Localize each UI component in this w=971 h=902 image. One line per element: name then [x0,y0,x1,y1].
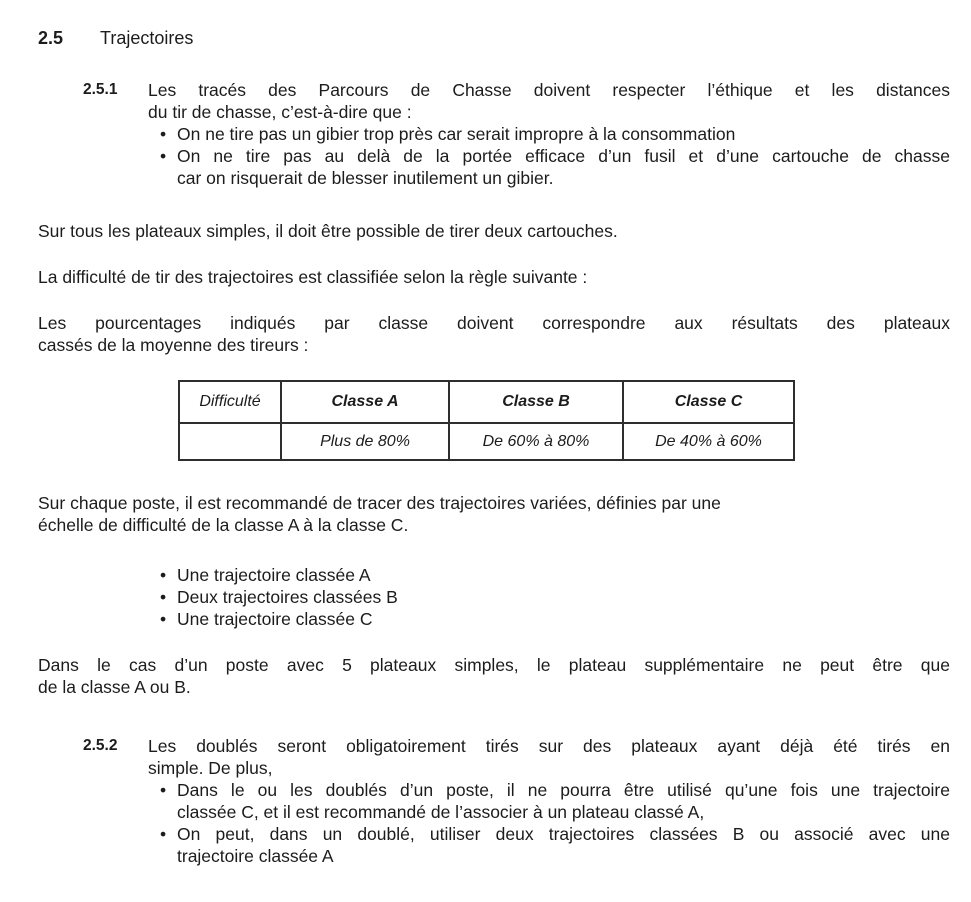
table-header-classe-a: Classe A [281,381,449,423]
paragraph-difficulte [38,266,950,288]
difficulty-table [178,380,795,461]
section-heading [38,27,950,49]
paragraph-line: car on risquerait de blesser inutilement un gibier. [177,168,554,188]
paragraph-line: Dans le ou les doublés d’un poste, il ne pourra être utilisé qu’une fois une trajectoire [177,780,950,800]
table-header-classe-c: Classe C [623,381,794,423]
bullet-icon: • [160,146,167,166]
table-cell-empty [179,423,281,460]
subsection-2-5-2 [38,735,950,867]
list-item [148,145,950,189]
paragraph-line: échelle de difficulté de la classe A à la classe C. [38,515,409,535]
bullet-icon: • [160,587,167,607]
paragraph-line: classée C, et il est recommandé de l’associer à un plateau classé A, [177,802,705,822]
subsection-body [148,79,950,189]
paragraph-cas [38,654,950,698]
bullet-text: Une trajectoire classée C [177,609,373,629]
paragraph-line: Sur chaque poste, il est recommandé de tracer des trajectoires variées, définies par une [38,493,721,513]
paragraph-line: de la classe A ou B. [38,677,191,697]
list-item [160,608,950,630]
list-item [148,779,950,823]
bullet-text [177,779,950,823]
bullet-text: Une trajectoire classée A [177,565,371,585]
list-item [148,823,950,867]
list-item [160,586,950,608]
paragraph-pourcentages [38,312,950,356]
bullet-text: Deux trajectoires classées B [177,587,398,607]
paragraph-line: Les tracés des Parcours de Chasse doivent respecter l’éthique et les distances [148,80,950,100]
table-header-difficulte: Difficulté [179,381,281,423]
list-item [148,123,950,145]
paragraph-line: Les pourcentages indiqués par classe doivent correspondre aux résultats des plateaux [38,313,950,333]
paragraph-line: Dans le cas d’un poste avec 5 plateaux simples, le plateau supplémentaire ne peut être que [38,655,950,675]
trajectoires-list [160,564,950,630]
paragraph-line: du tir de chasse, c’est-à-dire que : [148,102,412,122]
section-title: Trajectoires [100,28,194,48]
table-cell-classe-a: Plus de 80% [281,423,449,460]
table-cell-classe-c: De 40% à 60% [623,423,794,460]
paragraph-cartouches [38,220,950,242]
paragraph-line: La difficulté de tir des trajectoires est classifiée selon la règle suivante : [38,267,588,287]
bullet-icon: • [160,124,167,144]
subsection-number: 2.5.1 [83,81,118,98]
table-row [179,423,794,460]
bullet-icon: • [160,824,167,844]
subsection-body [148,735,950,867]
paragraph-poste [38,492,950,536]
bullet-text [177,123,950,145]
paragraph-line: On ne tire pas au delà de la portée efficace d’un fusil et d’une cartouche de chasse [177,146,950,166]
paragraph-line: On ne tire pas un gibier trop près car serait impropre à la consommation [177,124,736,144]
bullet-icon: • [160,609,167,629]
subsection-number: 2.5.2 [83,737,118,754]
paragraph-line: cassés de la moyenne des tireurs : [38,335,309,355]
bullet-icon: • [160,565,167,585]
table-header-row [179,381,794,423]
section-number: 2.5 [38,28,64,48]
table-cell-classe-b: De 60% à 80% [449,423,623,460]
list-item [160,564,950,586]
bullet-text [177,145,950,189]
paragraph-line: trajectoire classée A [177,846,334,866]
paragraph-line: simple. De plus, [148,758,273,778]
paragraph-line: On peut, dans un doublé, utiliser deux trajectoires classées B ou associé avec une [177,824,950,844]
paragraph-line: Les doublés seront obligatoirement tirés sur des plateaux ayant déjà été tirés en [148,736,950,756]
subsection-2-5-1 [38,79,950,189]
bullet-icon: • [160,780,167,800]
bullet-text [177,823,950,867]
table-header-classe-b: Classe B [449,381,623,423]
paragraph-line: Sur tous les plateaux simples, il doit être possible de tirer deux cartouches. [38,221,618,241]
